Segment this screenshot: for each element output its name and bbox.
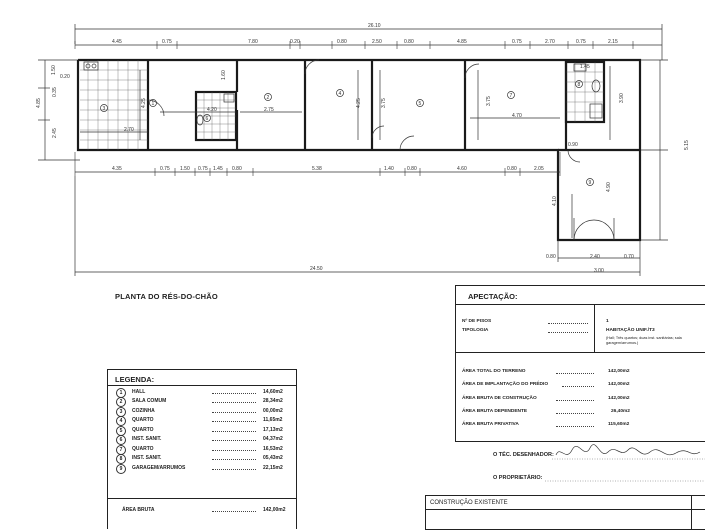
interior-dimensions (80, 66, 610, 238)
tipologia-label: TIPOLOGIA (462, 328, 489, 333)
legend-box (107, 369, 297, 529)
bottom-dim-9: 4.60 (457, 166, 467, 172)
right-dim-1: 5.15 (684, 140, 690, 150)
room-number-6: 6 (205, 116, 209, 122)
interior-dim-2: 2.75 (264, 107, 274, 113)
bottom-dim-11: 2.05 (534, 166, 544, 172)
building-walls (78, 60, 640, 240)
interior-dim-8: 1.60 (221, 70, 227, 80)
construcao-existente-label: CONSTRUÇÃO EXISTENTE (430, 500, 508, 506)
legend-number: 5 (116, 426, 126, 436)
desenhador-label: O TÉC. DESENHADOR: (493, 452, 554, 458)
area-implantacao-dots (562, 382, 594, 387)
bottom-dim-3: 0.75 (198, 166, 208, 172)
interior-dim-5: 3.75 (381, 98, 387, 108)
legend-dots (212, 465, 256, 470)
top-dim-7: 4.85 (457, 39, 467, 45)
interior-dim-4: 4.25 (356, 98, 362, 108)
legend-dots (212, 446, 256, 451)
bottom-total-dimension (75, 176, 640, 276)
legend-dots (212, 427, 256, 432)
bottom-dim-6: 5.38 (312, 166, 322, 172)
construcao-existente-box (425, 495, 705, 530)
tipologia-note: (Hall; Três quartos; duas inst. sanitárias; sala garagem/arrumos.) (606, 336, 682, 345)
area-construcao-label: ÁREA BRUTA DE CONSTRUÇÃO (462, 396, 537, 401)
interior-dim-9: 1.45 (580, 64, 590, 70)
interior-dim-16: 0.90 (568, 142, 578, 148)
left-dimension-chain (36, 60, 80, 160)
bottom-dim-8: 0.80 (407, 166, 417, 172)
pisos-label: Nº DE PISOS (462, 319, 492, 324)
legend-dots (212, 507, 256, 512)
area-terreno-value: 142,00m2 (608, 369, 630, 374)
legend-number: 3 (116, 407, 126, 417)
proprietario-label: O PROPRIETÁRIO: (493, 475, 543, 481)
left-dim-0: 1.50 (51, 65, 57, 75)
legend-room-area: 16,53m2 (263, 446, 283, 452)
top-dim-1: 0.75 (162, 39, 172, 45)
legend-dots (212, 436, 256, 441)
interior-dim-0: 2.70 (124, 127, 134, 133)
area-privativa-label: ÁREA BRUTA PRIVATIVA (462, 422, 519, 427)
interior-dim-11: 2.40 (590, 254, 600, 260)
bottom-dim-1: 0.75 (160, 166, 170, 172)
legend-footer-label: ÁREA BRUTA (122, 507, 155, 513)
bottom-total-label: 24.50 (310, 266, 323, 272)
room-number-2: 2 (266, 95, 270, 101)
top-dim-9: 2.70 (545, 39, 555, 45)
pisos-value: 1 (606, 319, 609, 324)
kitchen-tiles (80, 60, 148, 150)
plan-title: PLANTA DO RÉS-DO-CHÃO (115, 292, 218, 301)
top-dim-6: 0.80 (404, 39, 414, 45)
legend-title: LEGENDA: (115, 375, 155, 384)
room-number-5: 5 (418, 101, 422, 107)
legend-room-area: 14,60m2 (263, 389, 283, 395)
interior-dim-6: 3.75 (486, 96, 492, 106)
legend-room-name: QUARTO (132, 427, 154, 433)
bathroom-tiles (196, 62, 604, 140)
legend-room-name: HALL (132, 389, 146, 395)
legend-footer-value: 142,00m2 (263, 507, 286, 513)
top-dim-11: 2.15 (608, 39, 618, 45)
legend-number: 6 (116, 435, 126, 445)
room-number-8: 8 (577, 82, 581, 88)
interior-dim-12: 0.70 (624, 254, 634, 260)
sanitary-fixtures (84, 62, 602, 125)
legend-dots (212, 417, 256, 422)
legend-room-name: INST. SANIT. (132, 436, 162, 442)
legend-number: 9 (116, 464, 126, 474)
area-dependente-label: ÁREA BRUTA DEPENDENTE (462, 409, 528, 414)
legend-room-area: 00,00m2 (263, 408, 283, 414)
legend-room-name: QUARTO (132, 417, 154, 423)
apectacao-box (455, 285, 705, 442)
left-dim-3: 2.45 (52, 128, 58, 138)
top-dim-8: 0.75 (512, 39, 522, 45)
area-implantacao-label: ÁREA DE IMPLANTAÇÃO DO PRÉDIO (462, 382, 549, 387)
room-number-3: 3 (102, 106, 106, 112)
area-dependente-value: 26,40m2 (611, 409, 630, 414)
pisos-dots (548, 319, 588, 324)
left-dim-2: 4.85 (36, 98, 42, 108)
interior-dim-1: 4.20 (207, 107, 217, 113)
top-dim-3: 0.20 (290, 39, 300, 45)
area-construcao-value: 142,00m2 (608, 396, 630, 401)
interior-dim-14: 0.80 (546, 254, 556, 260)
legend-dots (212, 455, 256, 460)
legend-dots (212, 398, 256, 403)
legend-number: 1 (116, 388, 126, 398)
area-privativa-dots (556, 422, 594, 427)
legend-room-area: 28,34m2 (263, 398, 283, 404)
top-dim-10: 0.75 (576, 39, 586, 45)
tipologia-dots (548, 328, 588, 333)
legend-room-name: SALA COMUM (132, 398, 167, 404)
top-dimension-chain (75, 39, 662, 49)
legend-room-name: QUARTO (132, 446, 154, 452)
legend-dots (212, 389, 256, 394)
interior-dim-15: 4.90 (606, 182, 612, 192)
room-number-4: 4 (338, 91, 342, 97)
legend-dots (212, 408, 256, 413)
legend-number: 8 (116, 454, 126, 464)
area-terreno-label: ÁREA TOTAL DO TERRENO (462, 369, 526, 374)
legend-room-name: GARAGEM/ARRUMOS (132, 465, 186, 471)
area-construcao-dots (556, 396, 594, 401)
room-numbers (101, 81, 594, 187)
legend-room-area: 11,65m2 (263, 417, 283, 423)
legend-room-name: COZINHA (132, 408, 155, 414)
tipologia-value: HABITAÇÃO UNIF./T3 (606, 328, 655, 333)
area-implantacao-value: 142,00m2 (608, 382, 630, 387)
bottom-dim-5: 0.80 (232, 166, 242, 172)
bottom-dim-2: 1.50 (180, 166, 190, 172)
bottom-dim-4: 1.45 (213, 166, 223, 172)
legend-room-area: 22,15m2 (263, 465, 283, 471)
apectacao-title: APECTAÇÃO: (468, 292, 518, 301)
room-number-1: 1 (151, 101, 155, 107)
bottom-dim-10: 0.80 (507, 166, 517, 172)
legend-number: 4 (116, 416, 126, 426)
legend-room-area: 05,43m2 (263, 455, 283, 461)
bottom-dim-0: 4.35 (112, 166, 122, 172)
interior-dim-3: 4.25 (141, 98, 147, 108)
legend-number: 2 (116, 397, 126, 407)
total-width-label: 26.10 (368, 23, 381, 29)
legend-room-area: 17,13m2 (263, 427, 283, 433)
area-dependente-dots (556, 409, 594, 414)
left-dim-1: 0.20 (60, 74, 70, 80)
legend-room-area: 04,37m2 (263, 436, 283, 442)
bottom-dim-7: 1.40 (384, 166, 394, 172)
area-privativa-value: 115,60m2 (608, 422, 630, 427)
room-number-9: 9 (588, 180, 592, 186)
legend-number: 7 (116, 445, 126, 455)
top-dim-5: 2.50 (372, 39, 382, 45)
interior-dim-10: 4.10 (552, 196, 558, 206)
top-dim-2: 7.80 (248, 39, 258, 45)
legend-room-name: INST. SANIT. (132, 455, 162, 461)
top-dim-4: 0.80 (337, 39, 347, 45)
left-dim-4: 0.35 (52, 87, 58, 97)
area-terreno-dots (556, 369, 594, 374)
top-dim-0: 4.45 (112, 39, 122, 45)
room-number-7: 7 (509, 93, 513, 99)
bottom-dimension-chain (75, 152, 560, 176)
interior-dim-7: 4.70 (512, 113, 522, 119)
interior-dim-13: 3.00 (594, 268, 604, 274)
right-dim-0: 3.90 (619, 93, 625, 103)
